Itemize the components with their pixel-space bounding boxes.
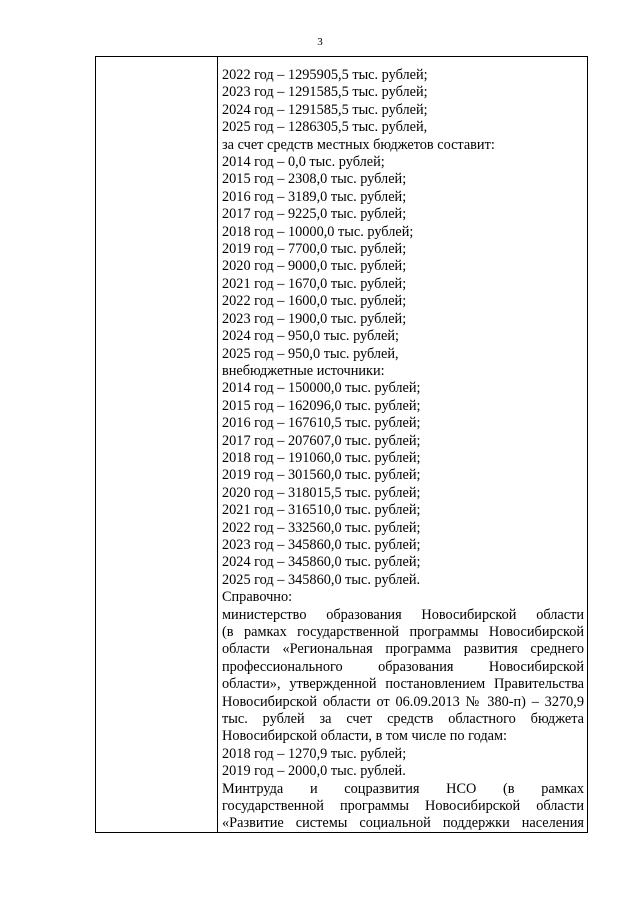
paragraph-line: министерство образования Новосибирской области <box>222 606 584 623</box>
text-line: 2022 год – 1600,0 тыс. рублей; <box>222 293 407 310</box>
column-divider <box>217 57 218 832</box>
text-line: 2022 год – 332560,0 тыс. рублей; <box>222 519 421 536</box>
paragraph-line: (в рамках государственной программы Новосибирской <box>222 624 584 640</box>
text-line: 2015 год – 2308,0 тыс. рублей; <box>222 171 407 188</box>
text-line: 2022 год – 1295905,5 тыс. рублей; <box>222 67 428 83</box>
text-line: 2023 год – 1900,0 тыс. рублей; <box>222 310 407 327</box>
text-line: 2023 год – 345860,0 тыс. рублей; <box>222 536 421 553</box>
text-line: 2024 год – 345860,0 тыс. рублей; <box>222 554 421 571</box>
text-line: 2025 год – 950,0 тыс. рублей, <box>222 345 399 362</box>
text-line: 2018 год – 10000,0 тыс. рублей; <box>222 223 414 240</box>
ministry-labor-paragraph <box>222 781 584 833</box>
text-line: 2021 год – 1670,0 тыс. рублей; <box>222 275 407 292</box>
paragraph-line: тыс. рублей за счет средств областного бюджета <box>222 711 584 728</box>
paragraph-line: государственной программы Новосибирской области <box>222 798 584 815</box>
text-line: за счет средств местных бюджетов составит: <box>222 136 495 153</box>
document-table <box>95 56 588 833</box>
text-line: 2019 год – 2000,0 тыс. рублей. <box>222 763 406 780</box>
paragraph-line: профессионального образования Новосибирской <box>222 658 584 675</box>
text-line: 2019 год – 301560,0 тыс. рублей; <box>222 467 421 484</box>
paragraph-line: Новосибирской области, в том числе по годам: <box>222 728 507 745</box>
text-line: внебюджетные источники: <box>222 362 385 379</box>
text-line: 2017 год – 9225,0 тыс. рублей; <box>222 206 407 223</box>
reference-heading: Справочно: <box>222 589 293 606</box>
text-line: 2025 год – 1286305,5 тыс. рублей, <box>222 119 428 136</box>
text-line: 2025 год – 345860,0 тыс. рублей. <box>222 571 421 588</box>
text-line: 2024 год – 950,0 тыс. рублей; <box>222 328 400 345</box>
text-line: 2014 год – 150000,0 тыс. рублей; <box>222 380 421 397</box>
page-number: 3 <box>317 36 323 48</box>
paragraph-line: Новосибирской области от 06.09.2013 № 380-п) – 3270,9 <box>222 693 584 710</box>
text-line: 2018 год – 1270,9 тыс. рублей; <box>222 745 407 762</box>
text-line: 2021 год – 316510,0 тыс. рублей; <box>222 502 421 519</box>
paragraph-line: области «Региональная программа развития среднего <box>222 641 584 658</box>
text-line: 2015 год – 162096,0 тыс. рублей; <box>222 397 421 414</box>
paragraph-line: Минтруда и соцразвития НСО (в рамках <box>222 780 584 797</box>
text-line: 2020 год – 318015,5 тыс. рублей; <box>222 484 421 501</box>
text-line: 2016 год – 3189,0 тыс. рублей; <box>222 188 407 205</box>
text-line: 2024 год – 1291585,5 тыс. рублей; <box>222 101 428 118</box>
text-line: 2017 год – 207607,0 тыс. рублей; <box>222 432 421 449</box>
text-line: 2019 год – 7700,0 тыс. рублей; <box>222 241 407 258</box>
text-line: 2018 год – 191060,0 тыс. рублей; <box>222 449 421 466</box>
ministry-education-paragraph <box>222 607 584 746</box>
text-line: 2016 год – 167610,5 тыс. рублей; <box>222 415 421 432</box>
text-line: 2023 год – 1291585,5 тыс. рублей; <box>222 84 428 101</box>
text-line: 2014 год – 0,0 тыс. рублей; <box>222 154 385 171</box>
paragraph-line: «Развитие системы социальной поддержки населения <box>222 815 584 832</box>
paragraph-line: области», утвержденной постановлением Правительства <box>222 676 584 693</box>
table-right-column <box>222 67 584 833</box>
text-line: 2020 год – 9000,0 тыс. рублей; <box>222 258 407 275</box>
